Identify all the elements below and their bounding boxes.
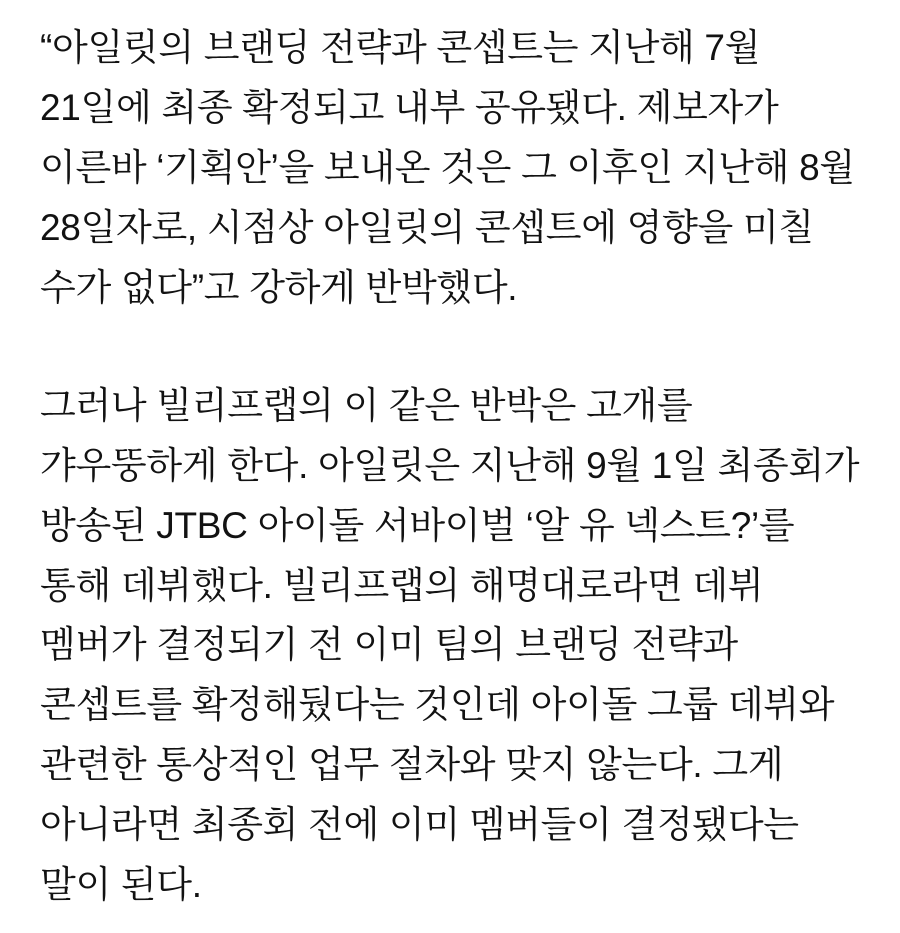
article-paragraph-2: 그러나 빌리프랩의 이 같은 반박은 고개를 갸우뚱하게 한다. 아일릿은 지난해 9월 1일 최종회가 방송된 JTBC 아이돌 서바이벌 ‘알 유 넥스트?’를 통해 데뷔했다. 빌리프랩의 해명대로라면 데뷔 멤버가 결정되기 전 이미 팀의 브랜딩 전략과 콘셉트를 확정해뒀다는 것인데 아이돌 그룹 데뷔와 관련한 통상적인 업무 절차와 맞지 않는다. 그게 아니라면 최종회 전에 이미 멤버들이 결정됐다는 말이 된다. <box>40 384 860 906</box>
article-paragraph-1: “아일릿의 브랜딩 전략과 콘셉트는 지난해 7월 21일에 최종 확정되고 내부 공유됐다. 제보자가 이른바 ‘기획안’을 보내온 것은 그 이후인 지난해 8월 28일자로, 시점상 아일릿의 콘셉트에 영향을 미칠 수가 없다”고 강하게 반박했다. <box>40 27 855 308</box>
